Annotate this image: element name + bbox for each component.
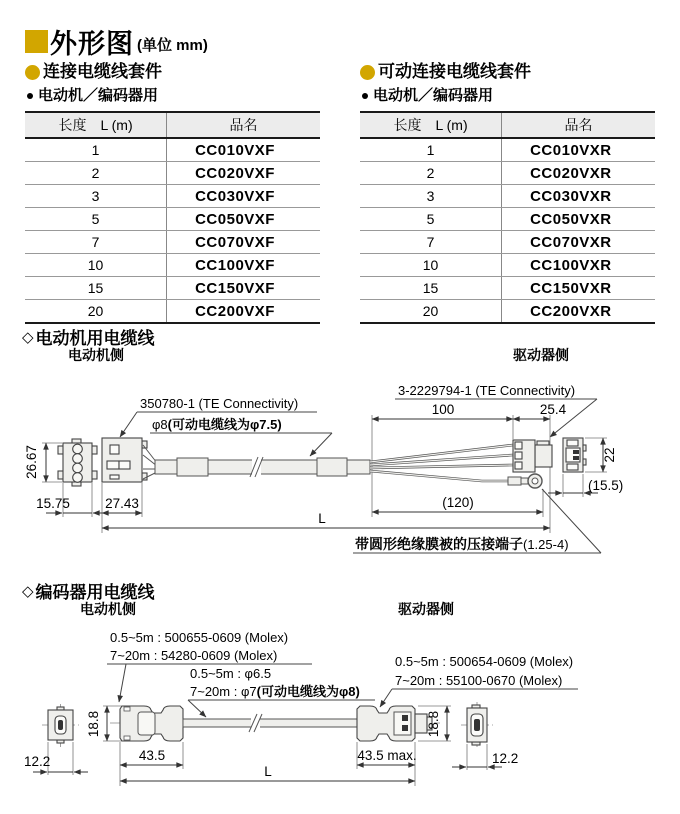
- svg-text:(120): (120): [442, 495, 474, 510]
- driver-connector-front-view: [467, 705, 487, 745]
- cell-name: CC070VXR: [502, 231, 655, 254]
- table-row: [25, 277, 320, 300]
- cell-length: 3: [25, 185, 167, 208]
- dim-motor-connector-width: [120, 742, 183, 786]
- kit-title-text: 可动连接电缆线套件: [378, 62, 531, 81]
- cell-length: 3: [360, 185, 502, 208]
- svg-text:L: L: [318, 511, 326, 526]
- kit-subtitle-text: 电动机／编码器用: [373, 87, 494, 104]
- svg-text:43.5 max.: 43.5 max.: [357, 748, 417, 763]
- black-bullet-icon: [362, 93, 368, 99]
- cell-name: CC020VXF: [167, 162, 320, 185]
- svg-text:26.67: 26.67: [24, 445, 39, 479]
- encoder-cable-diagram: [0, 600, 680, 812]
- svg-text:(15.5): (15.5): [588, 478, 624, 493]
- driver-connector-front-view: [563, 438, 586, 472]
- svg-text:12.2: 12.2: [24, 754, 51, 769]
- cell-length: 2: [360, 162, 502, 185]
- svg-text:L: L: [264, 764, 272, 779]
- cell-length: 5: [25, 208, 167, 231]
- cell-length: 10: [25, 254, 167, 277]
- cell-name: CC070VXF: [167, 231, 320, 254]
- gold-square-icon: [25, 30, 48, 53]
- cell-length: 20: [360, 300, 502, 324]
- cell-name: CC020VXR: [502, 162, 655, 185]
- section-title-text: 电动机用电缆线: [35, 329, 155, 348]
- cable-table-fixed: [25, 111, 320, 324]
- cell-name: CC030VXF: [167, 185, 320, 208]
- table-row: [25, 300, 320, 324]
- svg-text:350780-1 (TE Connectivity): 350780-1 (TE Connectivity): [140, 396, 299, 411]
- svg-text:0.5~5m : φ6.5: 0.5~5m : φ6.5: [190, 666, 272, 681]
- diamond-bullet-icon: ◇: [22, 328, 34, 346]
- table-row: [25, 231, 320, 254]
- svg-text:18.8: 18.8: [426, 710, 441, 738]
- label-driver-side: 驱动器侧: [398, 601, 454, 617]
- table-row: [25, 138, 320, 162]
- cell-name: CC050VXF: [167, 208, 320, 231]
- svg-text:27.43: 27.43: [105, 496, 139, 511]
- kit-section-fixed: [25, 60, 320, 324]
- cell-name: CC010VXF: [167, 138, 320, 162]
- callout-cable-diameter: [188, 666, 375, 717]
- table-header-row: [360, 112, 655, 138]
- table-row: [360, 162, 655, 185]
- svg-text:43.5: 43.5: [138, 748, 166, 763]
- dim-driver-front-width: [452, 744, 518, 770]
- dim-driver-connector-width: [357, 742, 417, 786]
- cell-name: CC200VXF: [195, 302, 275, 320]
- motor-connector-side-view: [120, 706, 183, 741]
- cell-length: 2: [25, 162, 167, 185]
- col-header-length: 长度 L (m): [25, 112, 167, 138]
- cell-length: 5: [360, 208, 502, 231]
- table-row: [360, 185, 655, 208]
- ring-terminal: [508, 474, 542, 488]
- table-row: [360, 254, 655, 277]
- cable-body: [183, 719, 357, 727]
- diamond-bullet-icon: ◇: [22, 582, 34, 600]
- cell-name: CC200VXR: [530, 302, 612, 320]
- gold-circle-bullet-icon: [360, 65, 375, 80]
- col-header-name: 品名: [502, 112, 655, 138]
- table-header-row: [25, 112, 320, 138]
- cell-length: 7: [360, 231, 502, 254]
- kit-subtitle-fixed: [25, 85, 320, 107]
- motor-connector-front-view: [48, 707, 73, 743]
- section-title-text: 编码器用电缆线: [35, 583, 155, 602]
- motor-connector-side-view: [102, 438, 147, 482]
- svg-text:7~20m : 54280-0609 (Molex): 7~20m : 54280-0609 (Molex): [110, 648, 278, 663]
- callout-cable-diameter: [150, 417, 332, 456]
- motor-cable-diagram: [0, 345, 680, 565]
- page-title-text: 外形图: [50, 29, 134, 59]
- cell-length: 1: [25, 138, 167, 162]
- dim-front-width: [36, 496, 109, 513]
- motor-connector-front-view: [58, 439, 97, 486]
- black-bullet-icon: [27, 93, 33, 99]
- svg-text:12.2: 12.2: [492, 751, 519, 766]
- dim-plug-width: [102, 496, 142, 513]
- callout-driver-connector: [395, 383, 597, 437]
- cell-length: 7: [25, 231, 167, 254]
- cable-table-flexible: [360, 111, 655, 324]
- svg-text:100: 100: [431, 402, 455, 417]
- kit-title-text: 连接电缆线套件: [43, 62, 162, 81]
- cell-length: 15: [25, 277, 167, 300]
- table-row: [25, 254, 320, 277]
- dim-total-length: [120, 764, 415, 781]
- cell-length: 20: [25, 300, 167, 324]
- table-row: [360, 300, 655, 324]
- table-row: [360, 277, 655, 300]
- table-row: [25, 208, 320, 231]
- svg-text:7~20m : 55100-0670 (Molex): 7~20m : 55100-0670 (Molex): [395, 673, 563, 688]
- callout-driver-connector: [380, 654, 578, 707]
- svg-text:7~20m : φ7(可动电缆线为φ8): 7~20m : φ7(可动电缆线为φ8): [190, 684, 360, 699]
- dim-lead-length: [372, 402, 513, 419]
- kit-subtitle-text: 电动机／编码器用: [38, 87, 159, 104]
- cable-body: [155, 458, 370, 476]
- cell-name: CC030VXR: [502, 185, 655, 208]
- dim-ground-length: [372, 495, 543, 512]
- cell-length: 15: [360, 277, 502, 300]
- svg-text:3-2229794-1 (TE Connectivity): 3-2229794-1 (TE Connectivity): [398, 383, 576, 398]
- cell-length: 10: [360, 254, 502, 277]
- table-row: [360, 231, 655, 254]
- cell-name: CC150VXF: [167, 277, 320, 300]
- dim-driver-front-width: [548, 478, 623, 493]
- col-header-name: 品名: [167, 112, 320, 138]
- cell-name: CC100VXR: [502, 254, 655, 277]
- col-header-length: 长度 L (m): [360, 112, 502, 138]
- svg-text:φ8(可动电缆线为φ7.5): φ8(可动电缆线为φ7.5): [152, 417, 282, 432]
- page-title: [25, 22, 208, 61]
- cell-name: CC010VXR: [502, 138, 655, 162]
- label-motor-side: 电动机侧: [68, 347, 124, 363]
- dim-motor-front-height: [86, 706, 122, 741]
- svg-text:带圆形绝缘膜被的压接端子(1.25-4): 带圆形绝缘膜被的压接端子(1.25-4): [355, 536, 569, 552]
- cell-name: CC050VXR: [502, 208, 655, 231]
- label-motor-side: 电动机侧: [80, 601, 136, 617]
- kit-subtitle-flexible: [360, 85, 655, 107]
- cell-name: CC150VXR: [502, 277, 655, 300]
- table-row: [25, 162, 320, 185]
- gold-circle-bullet-icon: [25, 65, 40, 80]
- svg-text:25.4: 25.4: [539, 402, 567, 417]
- dim-driver-connector-width: [513, 402, 567, 419]
- svg-text:0.5~5m : 500655-0609 (Molex): 0.5~5m : 500655-0609 (Molex): [110, 630, 289, 645]
- driver-side-wires: [370, 445, 513, 481]
- page-title-unit: (单位 mm): [137, 37, 208, 54]
- cell-name: CC100VXF: [167, 254, 320, 277]
- kit-section-flexible: [360, 60, 655, 324]
- terminal-note: [353, 489, 601, 553]
- driver-connector-side-view: [513, 440, 552, 472]
- table-row: [25, 185, 320, 208]
- svg-text:0.5~5m : 500654-0609 (Molex): 0.5~5m : 500654-0609 (Molex): [395, 654, 574, 669]
- table-row: [360, 138, 655, 162]
- driver-connector-side-view: [357, 706, 432, 741]
- kit-title-fixed: [25, 60, 320, 84]
- dim-driver-front-height: [602, 438, 617, 472]
- svg-text:18.8: 18.8: [86, 710, 101, 738]
- cell-length: 1: [360, 138, 502, 162]
- kit-title-flexible: [360, 60, 655, 84]
- table-row: [360, 208, 655, 231]
- svg-text:22: 22: [602, 447, 617, 463]
- label-driver-side: 驱动器侧: [513, 347, 569, 363]
- dim-front-height: [24, 443, 46, 482]
- dim-motor-front-width: [24, 742, 88, 775]
- svg-text:15.75: 15.75: [36, 496, 70, 511]
- dim-total-length: [102, 511, 550, 528]
